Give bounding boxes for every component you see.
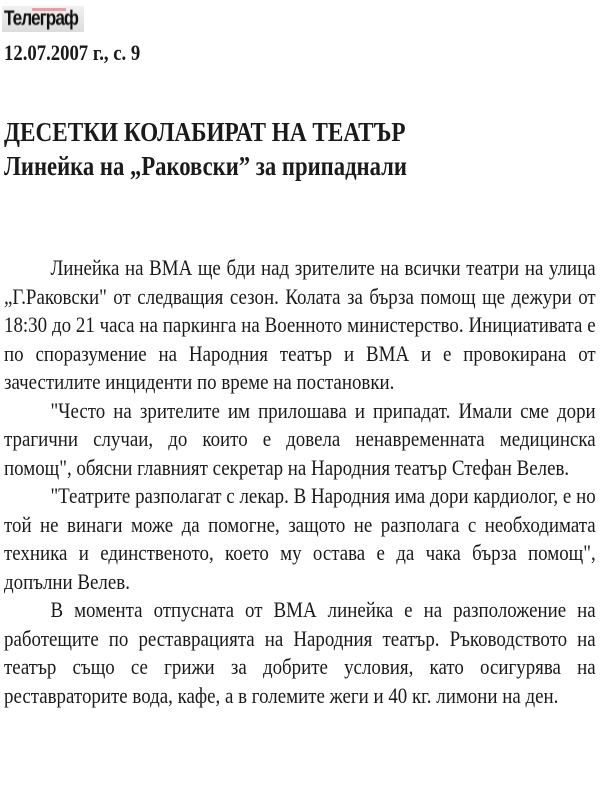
article-paragraph: Линейка на ВМА ще бди над зрителите на всички театри на улица „Г.Раковски" от следващия сезон. Колата за бърза помощ ще дежури от 18:30 до 21 часа на паркинга на Военното министерство. Инициативата е по споразумение на Народния театър и ВМА и е провокирана от зачестилите инциденти по време на постановки. [4,255,596,394]
article-paragraph: "Театрите разполагат с лекар. В Народния има дори кардиолог, е но той не винаги може да помогне, защото не разполага с необходимата техника и единственото, което му остава е да чака бърза помощ", допълни Велев. [4,483,596,594]
newspaper-logo [2,6,84,32]
article-body [4,254,596,710]
article-subheadline: Линейка на „Раковски” за припаднали [4,151,407,181]
article-paragraph: "Често на зрителите им прилошава и припадат. Имали сме дори трагични случаи, до които е довела ненавременната медицинска помощ", обясни главният секретар на Народния театър Стефан Велев. [4,397,596,480]
dateline: 12.07.2007 г., с. 9 [4,40,141,65]
article-headline: ДЕСЕТКИ КОЛАБИРАТ НА ТЕАТЪР [4,117,406,147]
logo-text: Телеграф [4,7,78,30]
article-paragraph: В момента отпусната от ВМА линейка е на разположение на работещите по реставрацията на Народния театър. Ръководството на театър също се грижи за добрите условия, като осигурява на реставраторите вода, кафе, а в големите жеги и 40 кг. лимони на ден. [4,597,596,708]
